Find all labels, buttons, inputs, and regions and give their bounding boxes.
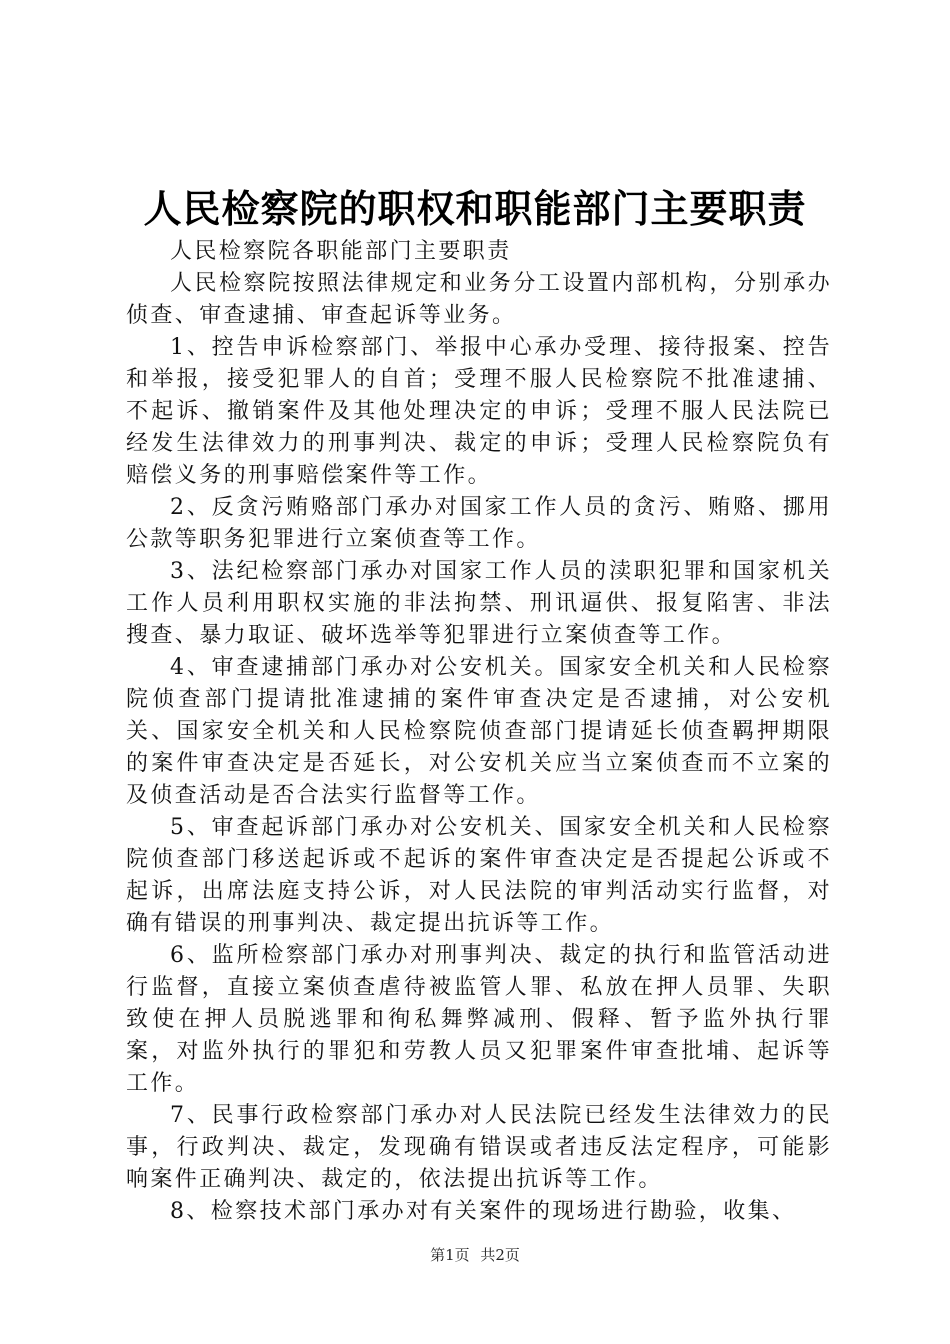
paragraph-item-7: 7、民事行政检察部门承办对人民法院已经发生法律效力的民事，行政判决、裁定，发现确有错误或者违反法定程序，可能影响案件正确判决、裁定的，依法提出抗诉等工作。 (126, 1103, 832, 1192)
paragraph-item-5: 5、审查起诉部门承办对公安机关、国家安全机关和人民检察院侦查部门移送起诉或不起诉的案件审查决定是否提起公诉或不起诉，出席法庭支持公诉，对人民法院的审判活动实行监督，对确有错误的刑事判决、裁定提出抗诉等工作。 (126, 815, 832, 936)
paragraph-item-6: 6、监所检察部门承办对刑事判决、裁定的执行和监管活动进行监督，直接立案侦查虐待被监管人罪、私放在押人员罪、失职致使在押人员脱逃罪和徇私舞弊减刑、假释、暂予监外执行罪案，对监外执行的罪犯和劳教人员又犯罪案件审查批埔、起诉等工作。 (126, 943, 832, 1096)
paragraph-item-3: 3、法纪检察部门承办对国家工作人员的渎职犯罪和国家机关工作人员利用职权实施的非法拘禁、刑讯逼供、报复陷害、非法搜查、暴力取证、破坏选举等犯罪进行立案侦查等工作。 (126, 559, 832, 648)
paragraph-intro: 人民检察院按照法律规定和业务分工设置内部机构，分别承办侦查、审查逮捕、审查起诉等业务。 (126, 271, 832, 328)
page-number: 第1页 (430, 1246, 470, 1264)
paragraph-item-4: 4、审查逮捕部门承办对公安机关。国家安全机关和人民检察院侦查部门提请批准逮捕的案件审查决定是否逮捕，对公安机关、国家安全机关和人民检察院侦查部门提请延长侦查羁押期限的案件审查决定是否延长，对公安机关应当立案侦查而不立案的及侦查活动是否合法实行监督等工作。 (126, 655, 832, 808)
page-footer (0, 1244, 950, 1266)
paragraph-item-2: 2、反贪污贿赂部门承办对国家工作人员的贪污、贿赂、挪用公款等职务犯罪进行立案侦查等工作。 (126, 495, 832, 552)
document-body (126, 236, 832, 1228)
paragraph-item-1: 1、控告申诉检察部门、举报中心承办受理、接待报案、控告和举报，接受犯罪人的自首；受理不服人民检察院不批准逮捕、不起诉、撤销案件及其他处理决定的申诉；受理不服人民法院已经发生法律效力的刑事判决、裁定的申诉；受理人民检察院负有赔偿义务的刑事赔偿案件等工作。 (126, 335, 832, 488)
paragraph-subtitle: 人民检察院各职能部门主要职责 (170, 239, 512, 264)
document-title: 人民检察院的职权和职能部门主要职责 (143, 186, 807, 231)
paragraph-item-8: 8、检察技术部门承办对有关案件的现场进行勘验，收集、 (170, 1199, 797, 1224)
page-total: 共2页 (480, 1246, 520, 1264)
